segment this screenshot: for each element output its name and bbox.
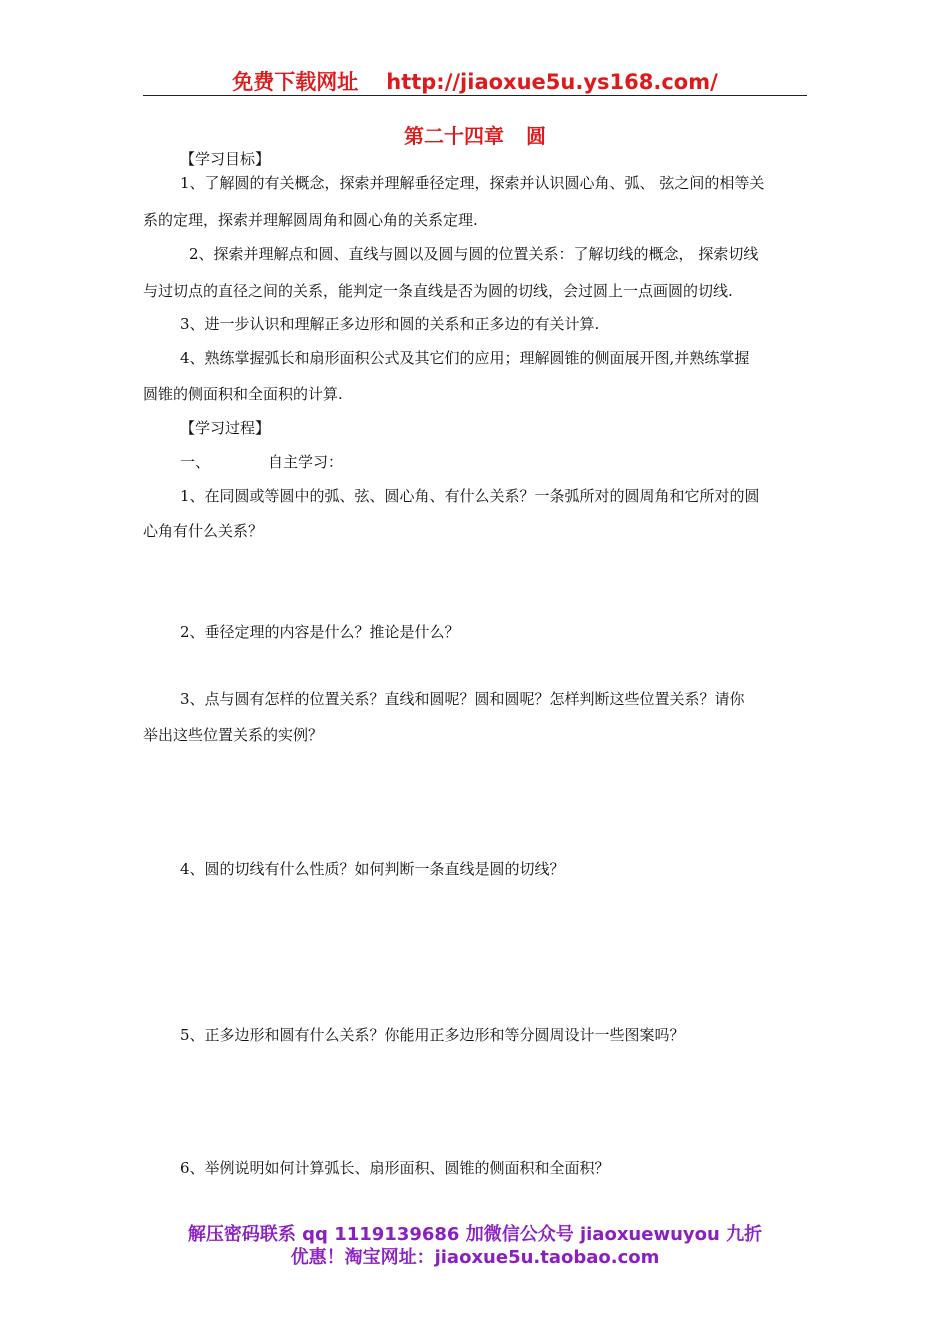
header-label: 免费下载网址 <box>232 70 359 94</box>
goal-2-line-2: 与过切点的直径之间的关系，能判定一条直线是否为圆的切线，会过圆上一点画圆的切线. <box>143 282 733 300</box>
goal-4-line-1: 4、熟练掌握弧长和扇形面积公式及其它们的应用；理解圆锥的侧面展开图,并熟练掌握 <box>180 349 750 367</box>
goal-3-line-1: 3、进一步认识和理解正多边形和圆的关系和正多边的有关计算. <box>180 315 600 333</box>
footer-line-1: 解压密码联系 qq 1119139686 加微信公众号 jiaoxuewuyou 九折 <box>187 1224 763 1245</box>
question-1-line-2: 心角有什么关系？ <box>143 522 264 540</box>
question-6: 6、举例说明如何计算弧长、扇形面积、圆锥的侧面积和全面积？ <box>180 1159 610 1177</box>
part-1-title: 自主学习： <box>268 453 344 471</box>
goal-1-line-1: 1、了解圆的有关概念，探索并理解垂径定理，探索并认识圆心角、弧、 弦之间的相等关 <box>180 174 765 192</box>
page-title <box>0 120 950 149</box>
part-1-heading <box>180 452 343 472</box>
question-4: 4、圆的切线有什么性质？如何判断一条直线是圆的切线？ <box>180 860 565 878</box>
process-heading: 【学习过程】 <box>180 419 271 437</box>
goal-1-line-2: 系的定理，探索并理解圆周角和圆心角的关系定理. <box>143 211 478 229</box>
goal-4-line-2: 圆锥的侧面积和全面积的计算. <box>143 385 343 403</box>
goal-2-line-1: 2、探索并理解点和圆、直线与圆以及圆与圆的位置关系：了解切线的概念， 探索切线 <box>189 245 759 263</box>
header-divider <box>143 95 807 96</box>
question-2: 2、垂径定理的内容是什么？推论是什么？ <box>180 623 460 641</box>
page-header <box>0 66 950 96</box>
question-3-line-2: 举出这些位置关系的实例？ <box>143 726 324 744</box>
chapter-topic: 圆 <box>526 124 546 148</box>
header-url-link[interactable]: http://jiaoxue5u.ys168.com/ <box>386 70 718 94</box>
question-1-line-1: 1、在同圆或等圆中的弧、弦、圆心角、有什么关系？一条弧所对的圆周角和它所对的圆 <box>180 487 760 505</box>
part-1-number: 一、 <box>180 453 211 471</box>
question-5: 5、正多边形和圆有什么关系？你能用正多边形和等分圆周设计一些图案吗？ <box>180 1026 685 1044</box>
chapter-title: 第二十四章 <box>404 124 504 148</box>
question-3-line-1: 3、点与圆有怎样的位置关系？直线和圆呢？圆和圆呢？怎样判断这些位置关系？请你 <box>180 690 745 708</box>
footer-line-2: 优惠！淘宝网址：jiaoxue5u.taobao.com <box>290 1247 660 1268</box>
goals-heading: 【学习目标】 <box>180 150 271 168</box>
